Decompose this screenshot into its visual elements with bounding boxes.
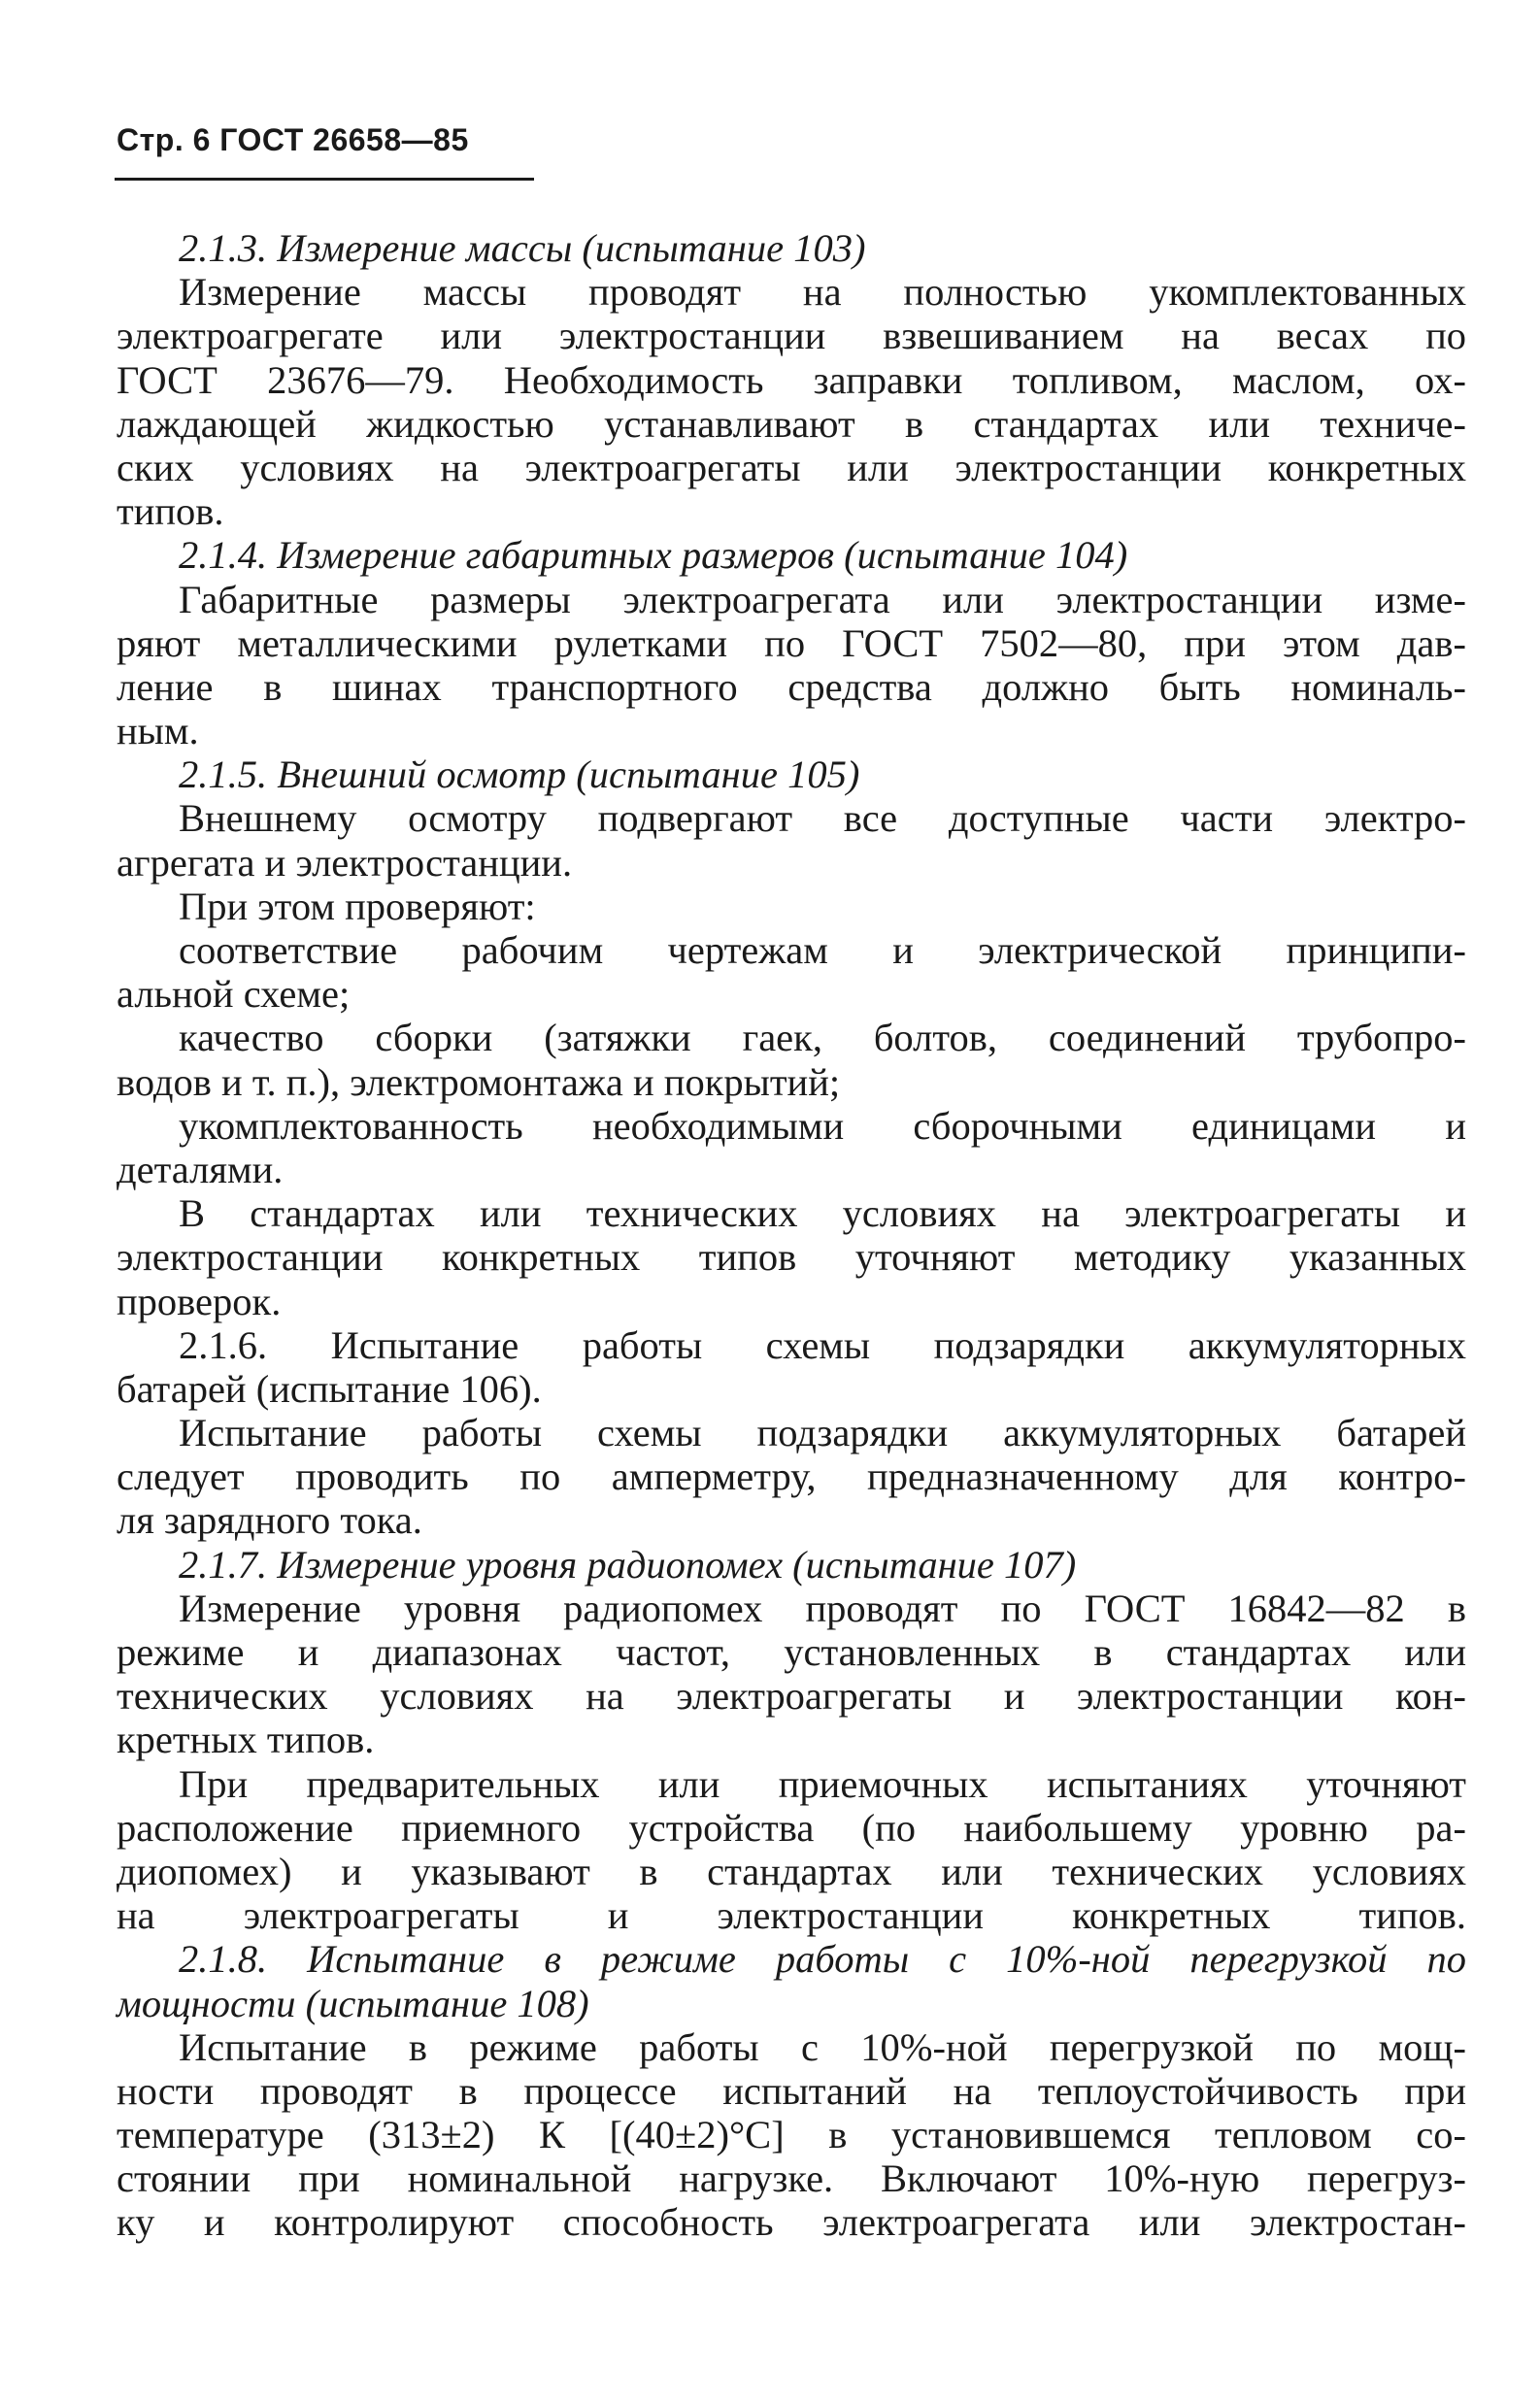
text-line: электростанции конкретных типов уточняют методику указанных (117, 1235, 1466, 1280)
text-line: ских условиях на электроагрегаты или электростанции конкретных (117, 445, 1466, 489)
header-rule (115, 178, 534, 181)
text-line: технических условиях на электроагрегаты и электростанции кон- (117, 1674, 1466, 1719)
text-line: лаждающей жидкостью устанавливают в стандартах или техниче- (117, 401, 1466, 446)
text-line: При этом проверяют: (179, 884, 536, 928)
section-heading-line: 2.1.7. Измерение уровня радиопомех (испытание 107) (179, 1542, 1077, 1587)
text-line: на электроагрегаты и электростанции конкретных типов. (117, 1893, 1466, 1938)
text-line: Испытание в режиме работы с 10%-ной перегрузкой по мощ- (179, 2024, 1466, 2069)
section-heading-line: 2.1.4. Измерение габаритных размеров (испытание 104) (179, 533, 1128, 578)
text-line: соответствие рабочим чертежам и электрической принципи- (179, 928, 1466, 972)
text-line: ным. (117, 709, 199, 753)
text-line: батарей (испытание 106). (117, 1366, 542, 1411)
text-line: диопомех) и указывают в стандартах или технических условиях (117, 1849, 1466, 1893)
text-line: электроагрегате или электростанции взвешиванием на весах по (117, 314, 1466, 358)
text-line: ление в шинах транспортного средства должно быть номиналь- (117, 664, 1466, 709)
section-heading-line: 2.1.3. Измерение массы (испытание 103) (179, 226, 866, 270)
page-header: Стр. 6 ГОСТ 26658—85 (117, 122, 469, 157)
section-heading-line: мощности (испытание 108) (117, 1981, 589, 2025)
text-line: водов и т. п.), электромонтажа и покрытий; (117, 1059, 841, 1104)
text-line: Измерение массы проводят на полностью укомплектованных (179, 270, 1466, 315)
text-line: ГОСТ 23676—79. Необходимость заправки топливом, маслом, ох- (117, 357, 1466, 402)
text-line: Внешнему осмотру подвергают все доступные части электро- (179, 796, 1466, 841)
text-line: ряют металлическими рулетками по ГОСТ 7502—80, при этом дав- (117, 620, 1466, 665)
text-line: ля зарядного тока. (117, 1498, 422, 1543)
text-line: ку и контролируют способность электроагрегата или электростан- (117, 2200, 1466, 2245)
text-line: кретных типов. (117, 1718, 375, 1762)
text-line: температуре (313±2) К [(40±2)°С] в установившемся тепловом со- (117, 2113, 1466, 2157)
text-line: В стандартах или технических условиях на электроагрегаты и (179, 1191, 1466, 1236)
text-line: расположение приемного устройства (по наибольшему уровню ра- (117, 1805, 1466, 1850)
text-line: следует проводить по амперметру, предназначенному для контро- (117, 1454, 1466, 1499)
text-line: укомплектованность необходимыми сборочными единицами и (179, 1103, 1466, 1148)
text-line: Габаритные размеры электроагрегата или электростанции изме- (179, 577, 1466, 621)
text-line: ности проводят в процессе испытаний на теплоустойчивость при (117, 2068, 1466, 2113)
text-line: режиме и диапазонах частот, установленных в стандартах или (117, 1630, 1466, 1674)
text-line: Измерение уровня радиопомех проводят по ГОСТ 16842—82 в (179, 1586, 1466, 1630)
text-line: 2.1.6. Испытание работы схемы подзарядки аккумуляторных (179, 1322, 1466, 1367)
text-line: деталями. (117, 1147, 284, 1191)
text-line: Испытание работы схемы подзарядки аккумуляторных батарей (179, 1411, 1466, 1455)
document-body (117, 226, 1466, 2245)
text-line: стоянии при номинальной нагрузке. Включают 10%-ную перегруз- (117, 2156, 1466, 2201)
section-heading-line: 2.1.8. Испытание в режиме работы с 10%-ной перегрузкой по (179, 1937, 1466, 1982)
text-line: типов. (117, 489, 224, 534)
text-line: качество сборки (затяжки гаек, болтов, соединений трубопро- (179, 1016, 1466, 1060)
section-heading-line: 2.1.5. Внешний осмотр (испытание 105) (179, 752, 860, 797)
text-line: При предварительных или приемочных испытаниях уточняют (179, 1761, 1466, 1806)
text-line: проверок. (117, 1279, 282, 1323)
text-line: альной схеме; (117, 972, 351, 1017)
text-line: агрегата и электростанции. (117, 840, 573, 885)
